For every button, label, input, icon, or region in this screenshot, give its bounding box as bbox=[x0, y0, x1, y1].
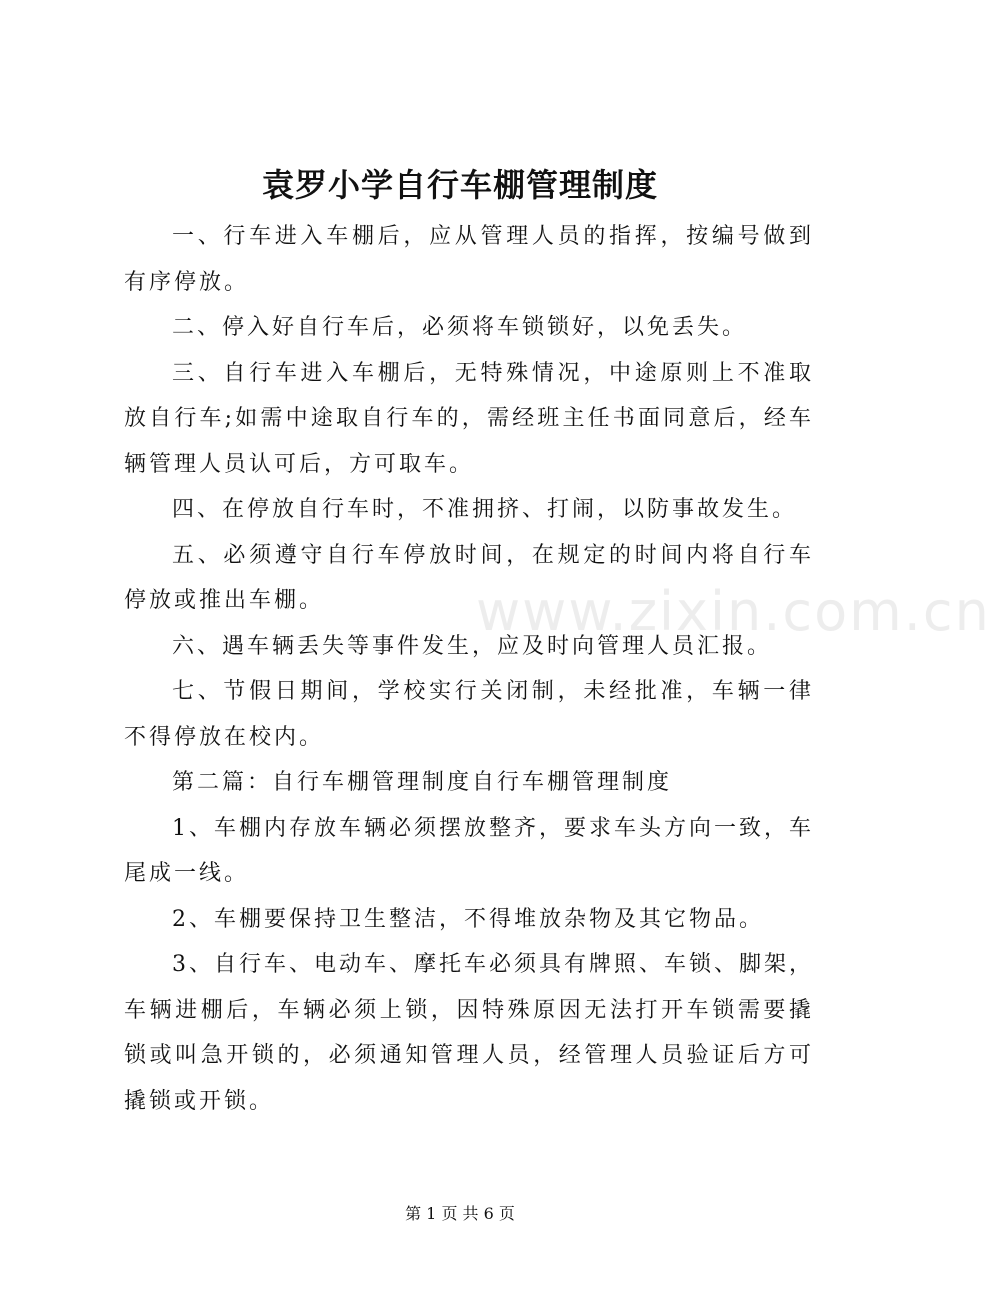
page-footer: 第 1 页 共 6 页 bbox=[405, 1204, 515, 1223]
paragraph: 1、车棚内存放车辆必须摆放整齐，要求车头方向一致，车尾成一线。 bbox=[124, 815, 814, 886]
paragraph: 一、行车进入车棚后，应从管理人员的指挥，按编号做到有序停放。 bbox=[124, 224, 814, 295]
paragraph: 六、遇车辆丢失等事件发生，应及时向管理人员汇报。 bbox=[172, 633, 773, 659]
section-heading: 第二篇：自行车棚管理制度自行车棚管理制度 bbox=[172, 770, 673, 795]
paragraph: 七、节假日期间，学校实行关闭制，未经批准，车辆一律不得停放在校内。 bbox=[124, 679, 814, 750]
paragraph: 二、停入好自行车后，必须将车锁锁好，以免丢失。 bbox=[172, 315, 748, 340]
paragraph: 五、必须遵守自行车停放时间，在规定的时间内将自行车停放或推出车棚。 bbox=[124, 542, 814, 613]
document-title: 袁罗小学自行车棚管理制度 bbox=[261, 166, 658, 204]
document-body bbox=[124, 214, 814, 1124]
paragraph: 三、自行车进入车棚后，无特殊情况，中途原则上不准取放自行车;如需中途取自行车的，需经班主任书面同意后，经车辆管理人员认可后，方可取车。 bbox=[124, 360, 814, 477]
paragraph: 3、自行车、电动车、摩托车必须具有牌照、车锁、脚架，车辆进棚后，车辆必须上锁，因特殊原因无法打开车锁需要撬锁或叫急开锁的，必须通知管理人员，经管理人员验证后方可撬锁或开锁。 bbox=[124, 952, 814, 1114]
paragraph: 四、在停放自行车时，不准拥挤、打闹，以防事故发生。 bbox=[172, 497, 798, 522]
paragraph: 2、车棚要保持卫生整洁，不得堆放杂物及其它物品。 bbox=[172, 906, 764, 932]
watermark: www.zixin.com.cn bbox=[476, 580, 991, 643]
